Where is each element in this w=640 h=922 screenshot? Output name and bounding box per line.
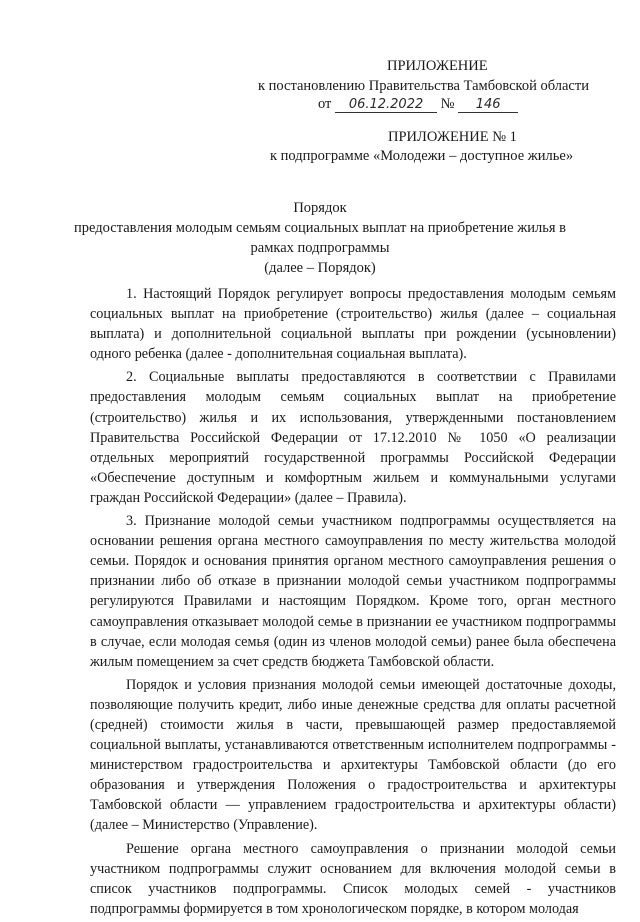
doc-title [60,198,580,278]
appendix-date-line [318,96,518,113]
handwritten-number: 146 [458,98,518,113]
appendix1-subtitle: к подпрограмме «Молодежи – доступное жилье» [270,148,574,164]
appendix-subtitle: к постановлению Правительства Тамбовской области [258,78,589,94]
paragraph-2: 2. Социальные выплаты предоставляются в соответствии с Правилами предоставления молодым семьям социальных выплат на приобретение (строительство) жилья и их использования, утвержденными постановлением Правительства Российской Федерации от 17.12.2010 № 1050 «О реализации отдельных мероприятий государственной программы Российской Федерации «Обеспечение доступным и комфортным жильем и коммунальными услугами граждан Российской Федерации» (далее – Правила). [90,369,616,506]
number-prefix: № [440,96,455,112]
paragraph-3: 3. Признание молодой семьи участником подпрограммы осуществляется на основании решения органа местного самоуправления по месту жительства молодой семьи. Порядок и основания принятия органом местного самоуправления решения о признании либо об отказе в признании молодой семьи участником подпрограммы регулируются Правилами и настоящим Порядком. Кроме того, орган местного самоуправления отказывает молодой семье в признании ее участником подпрограммы в случае, если молодая семья (один из членов молодой семьи) ранее была обеспечена жилым помещением за счет средств бюджета Тамбовской области. [90,513,616,670]
doc-title-line2: предоставления молодым семьям социальных выплат на приобретение жилья в рамках подпрограммы [74,220,566,256]
doc-title-line3: (далее – Порядок) [264,260,376,276]
appendix1-title: ПРИЛОЖЕНИЕ № 1 [388,129,517,145]
paragraph-1: 1. Настоящий Порядок регулирует вопросы предоставления молодым семьям социальных выплат на приобретение (строительство) жилья (далее – социальная выплата) и дополнительной социальной выплаты при рождении (усыновлении) одного ребенка (далее - дополнительная социальная выплата). [90,286,616,363]
paragraph-4: Порядок и условия признания молодой семьи имеющей достаточные доходы, позволяющие получить кредит, либо иные денежные средства для оплаты расчетной (средней) стоимости жилья в части, превышающей размер предоставляемой социальной выплаты, устанавливаются ответственным исполнителем подпрограммы - министерством градостроительства и архитектуры Тамбовской области (до его образования и утверждения Положения о градостроительства и архитектуры Тамбовской области — управлением градостроительства и архитектуры области) (далее – Министерство (Управление). [90,676,616,834]
appendix-title: ПРИЛОЖЕНИЕ [387,58,488,74]
document-body [90,284,616,922]
date-prefix: от [318,96,332,112]
doc-title-line1: Порядок [293,200,347,216]
handwritten-date: 06.12.2022 [335,98,437,113]
paragraph-5: Решение органа местного самоуправления о признании молодой семьи участником подпрограммы служит основанием для включения молодой семьи в список участников подпрограммы. Список молодых семей - участников подпрограммы формируется в том хронологическом порядке, в котором молодая [90,840,616,917]
